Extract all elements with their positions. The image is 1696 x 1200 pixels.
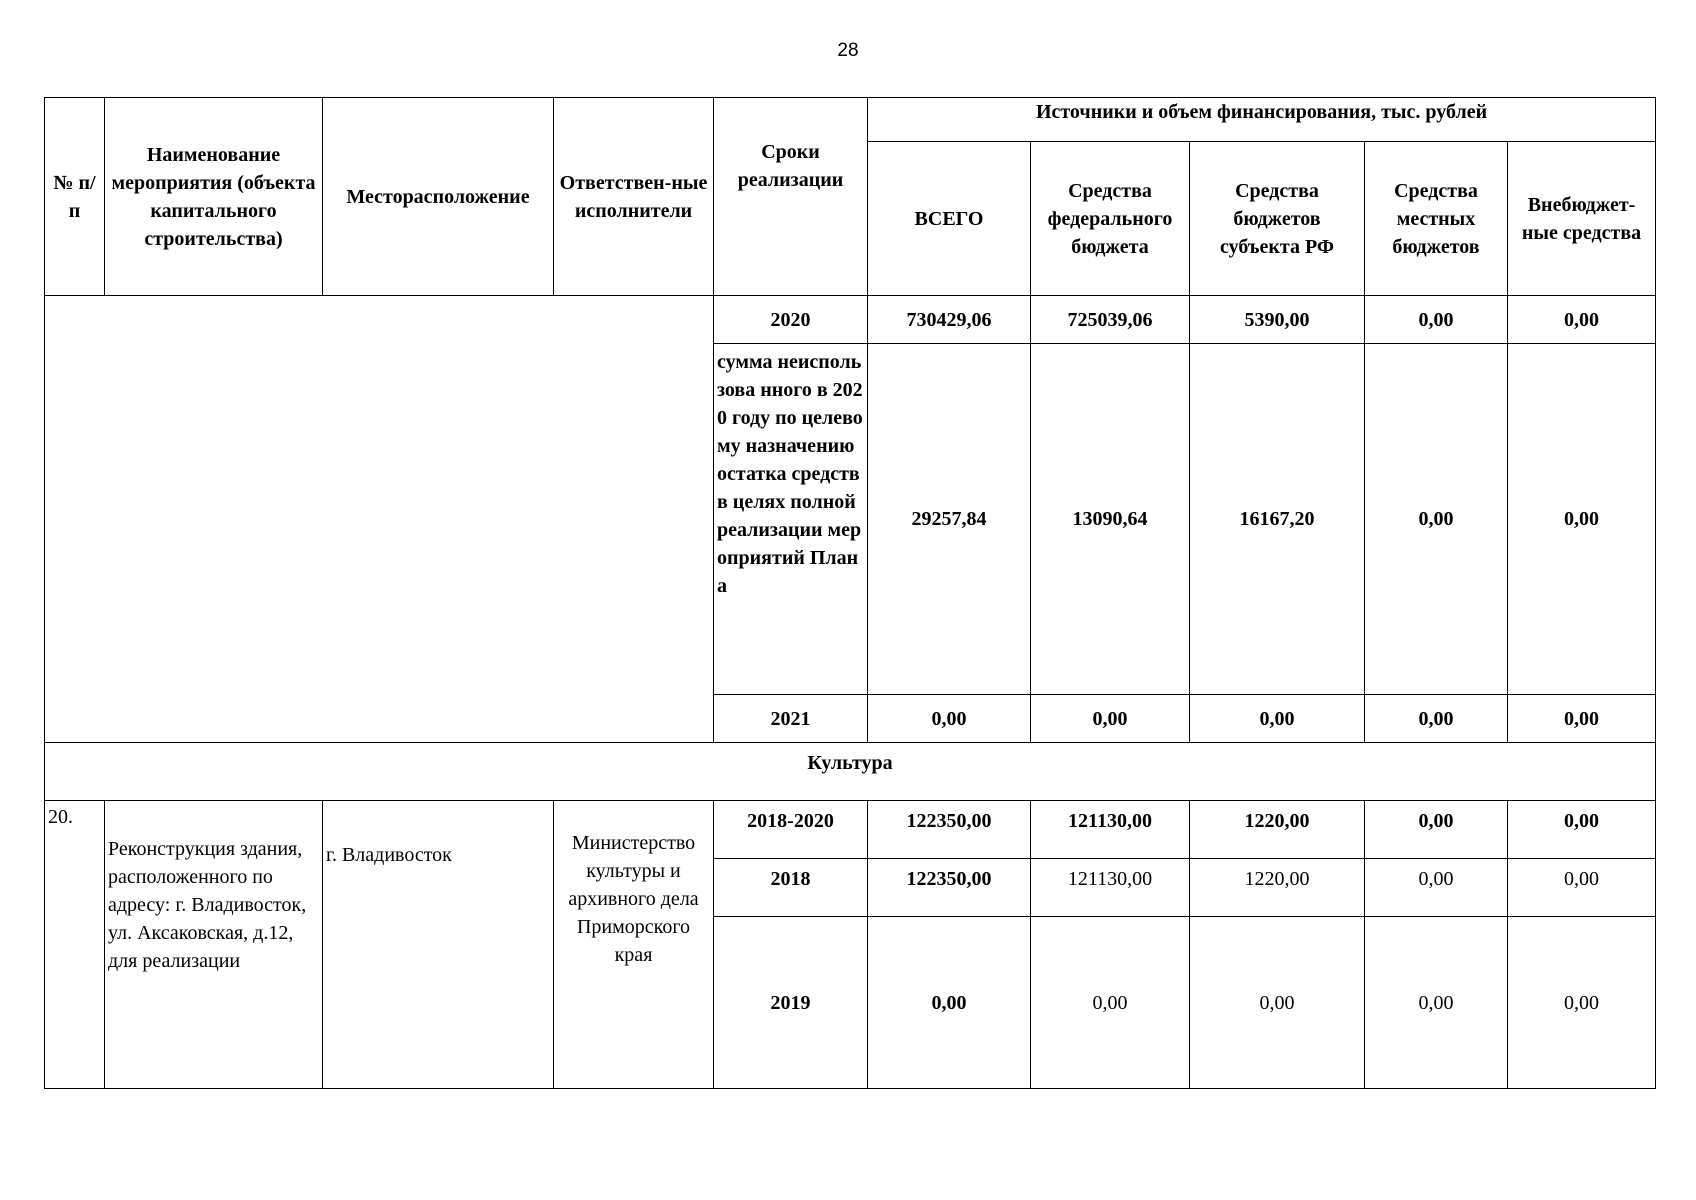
header-name: Наименование мероприятия (объекта капитального строительства)	[105, 98, 323, 296]
table-row	[45, 801, 1656, 859]
header-sources: Источники и объем финансирования, тыс. рублей	[868, 98, 1656, 142]
header-location: Месторасположение	[323, 98, 554, 296]
item-name: Реконструкция здания, расположенного по адресу: г. Владивосток, ул. Аксаковская, д.12, для реализации	[105, 801, 323, 1089]
section-row	[45, 743, 1656, 801]
local-cell: 0,00	[1365, 695, 1508, 743]
regional-cell: 1220,00	[1190, 801, 1365, 859]
total-cell: 122350,00	[868, 801, 1031, 859]
regional-cell: 1220,00	[1190, 859, 1365, 917]
regional-cell: 5390,00	[1190, 296, 1365, 344]
local-cell: 0,00	[1365, 296, 1508, 344]
header-extra: Внебюджет-ные средства	[1508, 142, 1656, 296]
header-regional: Средства бюджетов субъекта РФ	[1190, 142, 1365, 296]
total-cell: 122350,00	[868, 859, 1031, 917]
total-cell: 0,00	[868, 695, 1031, 743]
term-cell: 2019	[714, 917, 868, 1089]
header-federal: Средства федерального бюджета	[1031, 142, 1190, 296]
local-cell: 0,00	[1365, 859, 1508, 917]
extra-cell: 0,00	[1508, 296, 1656, 344]
item-location: г. Владивосток	[323, 801, 554, 1089]
term-cell: 2020	[714, 296, 868, 344]
extra-cell: 0,00	[1508, 917, 1656, 1089]
term-cell: 2018-2020	[714, 801, 868, 859]
local-cell: 0,00	[1365, 917, 1508, 1089]
term-cell: 2018	[714, 859, 868, 917]
federal-cell: 13090,64	[1031, 344, 1190, 695]
term-cell: 2021	[714, 695, 868, 743]
extra-cell: 0,00	[1508, 344, 1656, 695]
federal-cell: 121130,00	[1031, 859, 1190, 917]
item-num: 20.	[45, 801, 105, 1089]
federal-cell: 0,00	[1031, 917, 1190, 1089]
page-number: 28	[837, 40, 859, 61]
continuation-blank	[45, 296, 714, 743]
regional-cell: 16167,20	[1190, 344, 1365, 695]
extra-cell: 0,00	[1508, 695, 1656, 743]
extra-cell: 0,00	[1508, 801, 1656, 859]
financing-table	[44, 97, 1656, 1089]
header-num: № п/п	[45, 98, 105, 296]
federal-cell: 725039,06	[1031, 296, 1190, 344]
table-row	[45, 296, 1656, 344]
header-terms: Сроки реализации	[714, 98, 868, 296]
header-local: Средства местных бюджетов	[1365, 142, 1508, 296]
extra-cell: 0,00	[1508, 859, 1656, 917]
local-cell: 0,00	[1365, 344, 1508, 695]
regional-cell: 0,00	[1190, 917, 1365, 1089]
item-executors: Министерство культуры и архивного дела Приморского края	[554, 801, 714, 1089]
total-cell: 0,00	[868, 917, 1031, 1089]
federal-cell: 121130,00	[1031, 801, 1190, 859]
federal-cell: 0,00	[1031, 695, 1190, 743]
header-executors: Ответствен-ные исполнители	[554, 98, 714, 296]
local-cell: 0,00	[1365, 801, 1508, 859]
header-total: ВСЕГО	[868, 142, 1031, 296]
header-row-1	[45, 98, 1656, 142]
regional-cell: 0,00	[1190, 695, 1365, 743]
term-cell: сумма неиспользова нного в 2020 году по целевому назначению остатка средств в целях полной реализации мероприятий Плана	[714, 344, 868, 695]
total-cell: 29257,84	[868, 344, 1031, 695]
section-title: Культура	[45, 743, 1656, 801]
total-cell: 730429,06	[868, 296, 1031, 344]
